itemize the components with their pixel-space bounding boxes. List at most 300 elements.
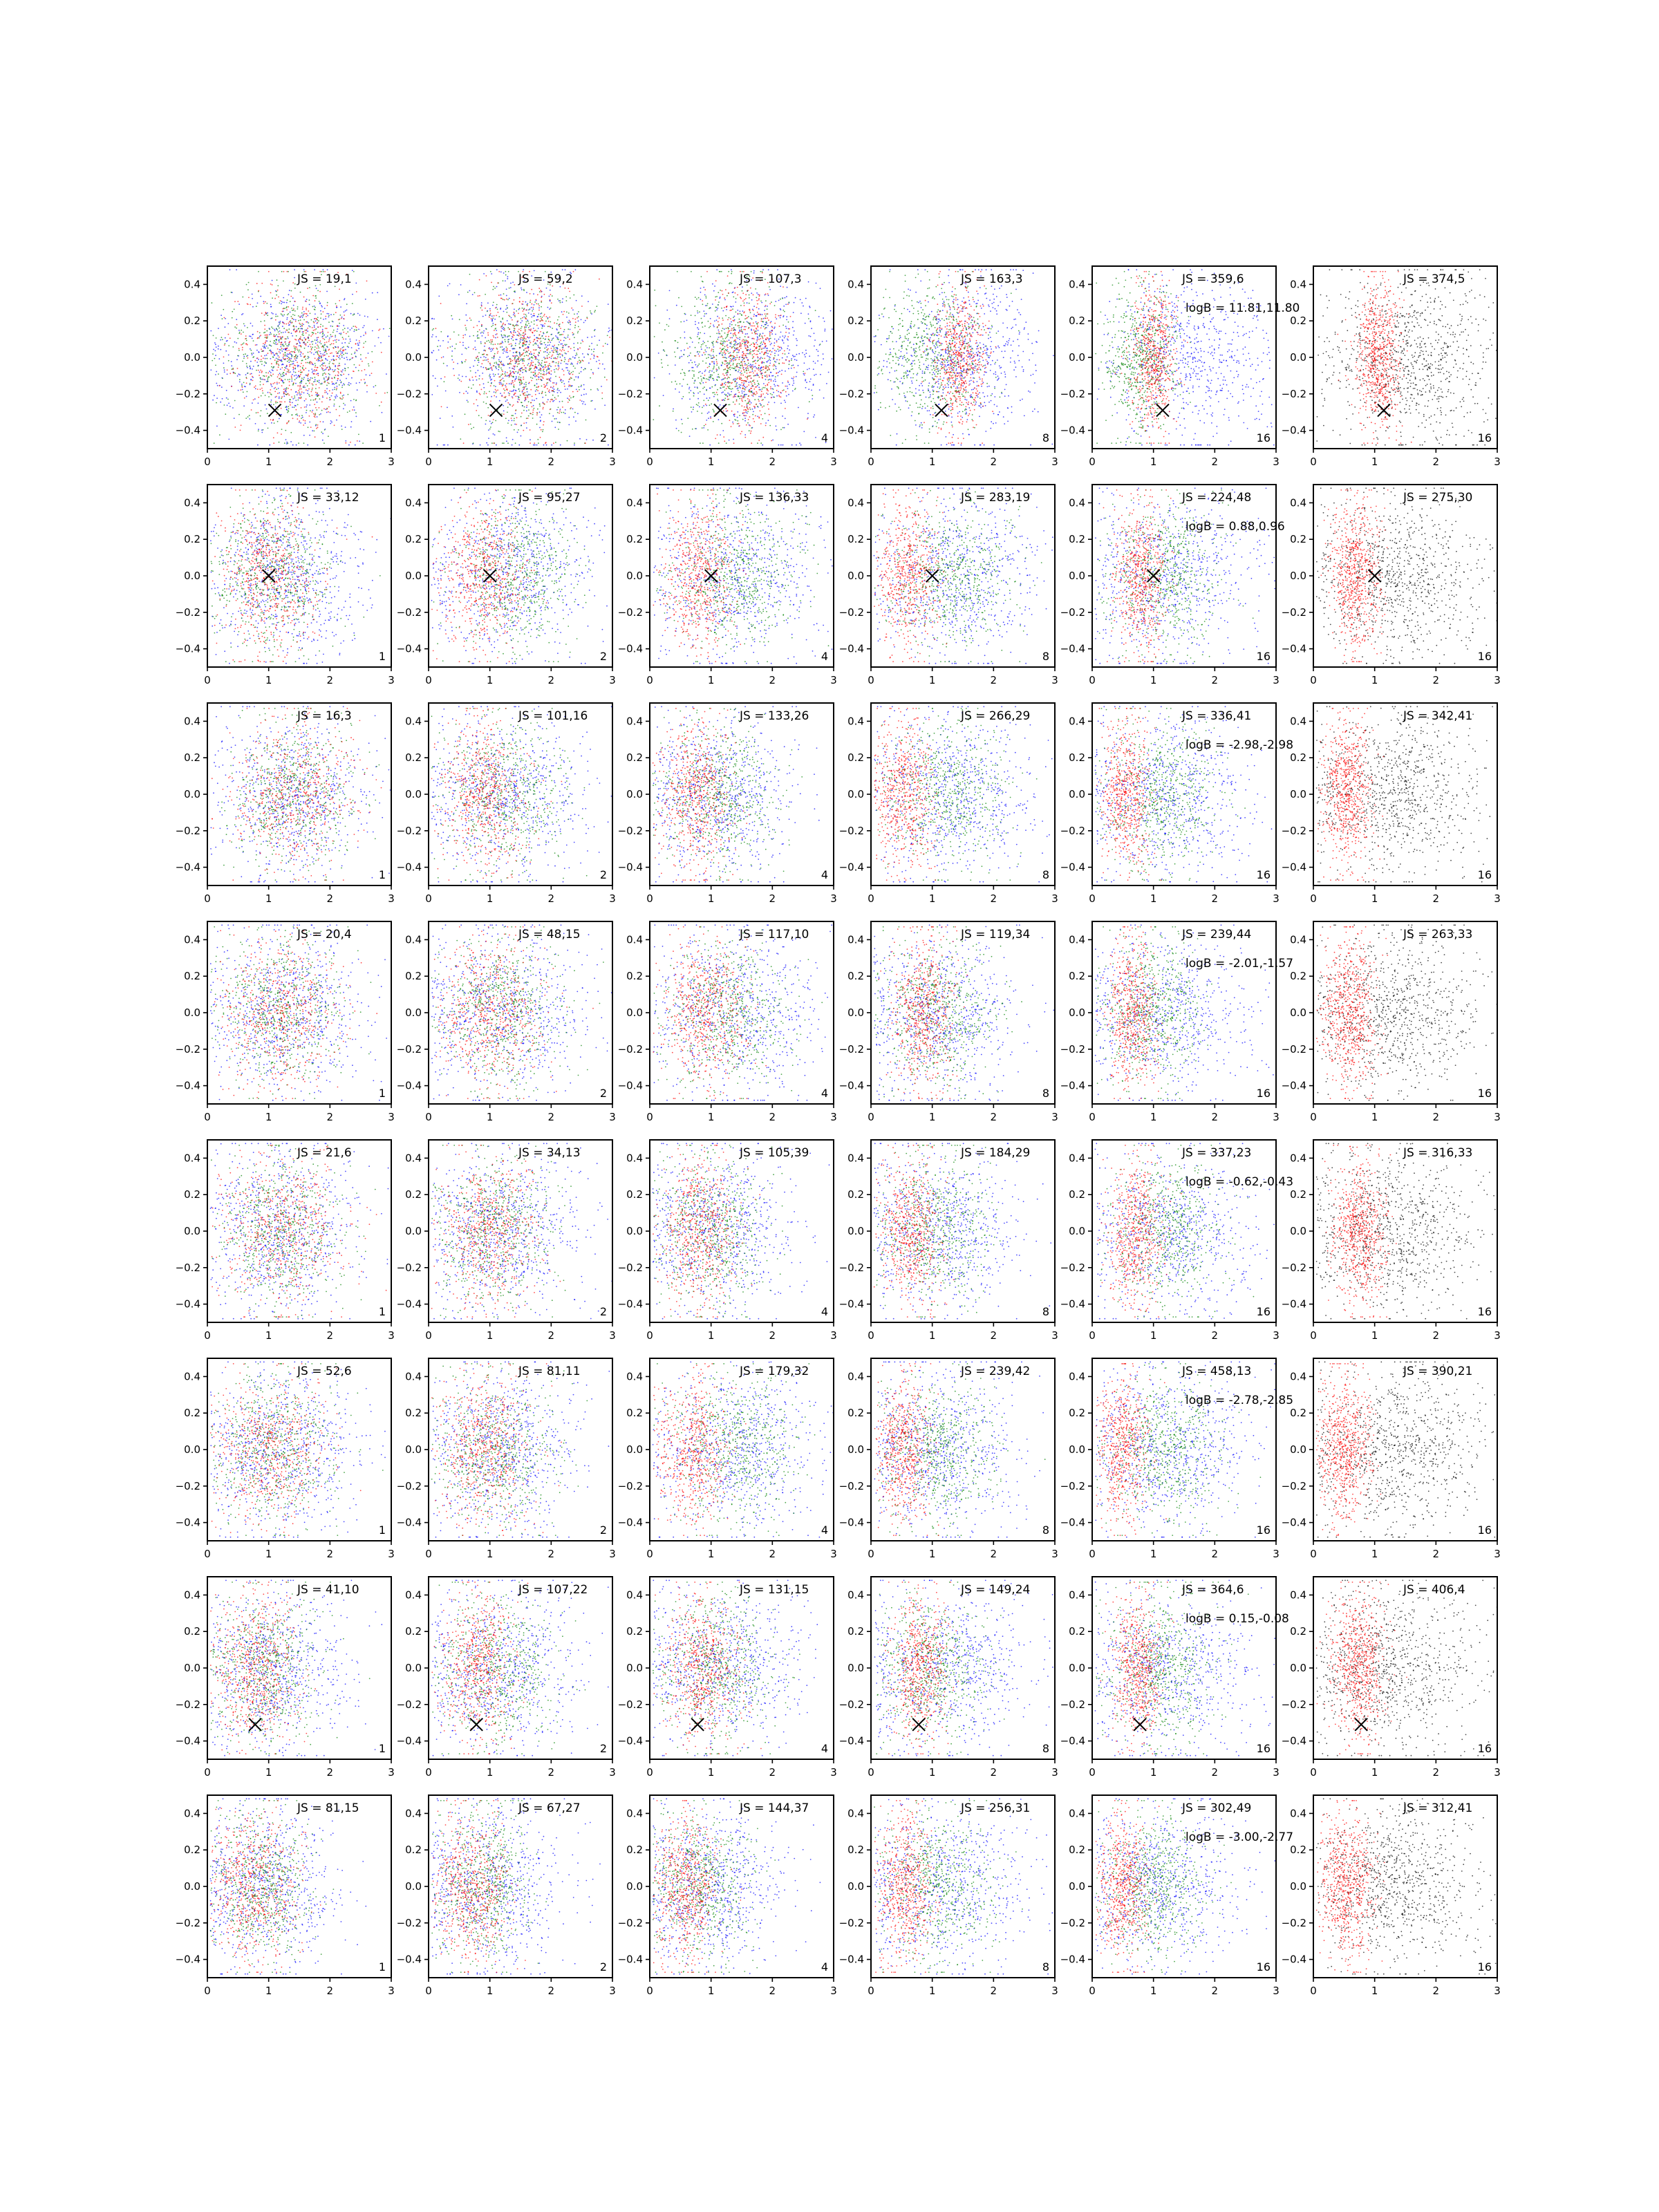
point-red — [514, 380, 516, 382]
point-green — [534, 301, 536, 303]
point-blue — [292, 374, 293, 375]
point-blue — [763, 348, 765, 349]
point-blue — [735, 378, 736, 379]
point-green — [291, 415, 292, 416]
point-blue — [475, 340, 476, 341]
point-green — [547, 355, 548, 357]
point-blue — [220, 402, 221, 403]
point-green — [733, 317, 734, 318]
point-green — [232, 311, 233, 312]
point-red — [568, 288, 569, 289]
point-blue — [447, 407, 448, 409]
point-blue — [214, 342, 216, 344]
point-blue — [577, 413, 579, 414]
point-blue — [451, 350, 453, 352]
point-red — [245, 338, 246, 339]
point-blue — [272, 370, 274, 371]
point-blue — [704, 393, 705, 395]
point-green — [702, 407, 703, 409]
point-green — [280, 349, 281, 350]
point-blue — [285, 332, 286, 333]
point-red — [572, 332, 573, 334]
point-blue — [356, 382, 357, 384]
point-green — [547, 326, 549, 327]
point-red — [272, 383, 274, 384]
point-blue — [754, 407, 756, 409]
point-green — [564, 344, 565, 346]
point-blue — [808, 313, 809, 315]
point-green — [276, 388, 277, 390]
point-blue — [780, 332, 782, 333]
point-blue — [386, 373, 387, 375]
point-blue — [793, 335, 794, 336]
point-green — [739, 363, 740, 364]
point-red — [283, 393, 285, 394]
point-green — [505, 346, 507, 348]
point-red — [238, 348, 240, 349]
point-blue — [560, 392, 561, 393]
point-green — [715, 385, 716, 386]
point-green — [317, 332, 319, 333]
point-blue — [568, 386, 570, 387]
point-red — [281, 379, 282, 380]
point-green — [703, 400, 704, 401]
point-blue — [282, 302, 283, 303]
point-green — [717, 339, 718, 340]
point-green — [591, 349, 592, 350]
point-green — [340, 374, 341, 375]
point-red — [535, 366, 536, 367]
point-green — [323, 347, 324, 348]
point-green — [778, 348, 779, 350]
point-blue — [564, 357, 565, 359]
point-blue — [532, 400, 533, 401]
point-red — [523, 388, 525, 390]
point-green — [312, 347, 313, 348]
point-blue — [768, 294, 769, 296]
point-blue — [550, 326, 551, 328]
point-blue — [785, 335, 786, 337]
point-blue — [491, 348, 493, 350]
point-green — [315, 346, 316, 348]
point-blue — [303, 324, 304, 326]
point-green — [727, 295, 728, 297]
point-blue — [263, 301, 265, 302]
point-blue — [435, 378, 436, 379]
point-red — [524, 365, 525, 366]
point-blue — [488, 429, 489, 431]
point-red — [300, 337, 301, 338]
point-blue — [312, 410, 313, 411]
point-green — [729, 377, 730, 379]
point-green — [513, 376, 514, 377]
point-green — [706, 390, 707, 391]
point-red — [587, 318, 588, 319]
point-green — [738, 390, 739, 391]
point-red — [488, 415, 489, 416]
point-green — [291, 308, 292, 309]
point-blue — [270, 358, 272, 359]
point-blue — [726, 411, 727, 412]
point-blue — [562, 368, 563, 370]
point-red — [560, 379, 561, 380]
point-green — [294, 348, 295, 349]
point-blue — [266, 409, 268, 410]
point-green — [711, 386, 713, 388]
point-red — [260, 335, 261, 336]
point-green — [289, 399, 290, 400]
point-red — [534, 356, 536, 357]
point-red — [372, 362, 373, 363]
point-green — [712, 343, 713, 344]
point-red — [523, 394, 524, 395]
point-blue — [288, 362, 290, 363]
point-red — [572, 391, 574, 393]
point-green — [471, 388, 472, 389]
point-red — [513, 366, 514, 367]
point-blue — [506, 289, 507, 290]
point-blue — [703, 287, 704, 288]
point-red — [301, 326, 303, 327]
point-green — [543, 429, 544, 431]
point-blue — [269, 334, 270, 335]
point-blue — [571, 362, 572, 364]
point-blue — [402, 444, 403, 446]
point-red — [491, 411, 492, 413]
point-green — [601, 398, 603, 400]
point-blue — [489, 377, 491, 379]
point-blue — [840, 318, 841, 319]
point-blue — [526, 406, 527, 408]
point-green — [525, 384, 527, 386]
point-green — [697, 351, 699, 353]
point-green — [729, 342, 731, 344]
point-blue — [319, 360, 320, 362]
point-green — [703, 377, 704, 379]
point-red — [308, 375, 309, 376]
point-red — [491, 368, 493, 370]
point-blue — [846, 404, 847, 405]
point-green — [758, 384, 760, 385]
point-red — [310, 351, 311, 353]
point-blue — [808, 388, 809, 390]
point-blue — [494, 434, 496, 435]
point-blue — [767, 353, 769, 355]
point-green — [693, 409, 694, 410]
point-green — [730, 374, 731, 375]
point-green — [710, 376, 711, 377]
point-blue — [777, 269, 778, 270]
point-red — [332, 336, 333, 337]
point-blue — [357, 344, 359, 346]
point-blue — [270, 372, 272, 373]
point-blue — [582, 403, 583, 404]
point-red — [522, 337, 523, 339]
point-red — [540, 290, 541, 291]
point-red — [547, 402, 548, 403]
point-green — [735, 366, 736, 368]
point-blue — [296, 326, 297, 328]
point-blue — [786, 319, 787, 321]
point-green — [549, 413, 550, 414]
point-red — [284, 341, 285, 343]
point-blue — [531, 317, 532, 318]
point-blue — [494, 319, 496, 320]
point-red — [338, 319, 339, 321]
point-green — [253, 340, 254, 341]
point-red — [259, 375, 260, 376]
point-red — [549, 389, 550, 391]
point-blue — [505, 309, 507, 310]
point-blue — [433, 350, 434, 352]
point-green — [250, 350, 252, 351]
point-blue — [511, 317, 512, 319]
point-red — [538, 379, 539, 380]
point-green — [696, 299, 697, 300]
point-blue — [760, 353, 761, 354]
point-green — [594, 330, 595, 331]
point-red — [285, 374, 287, 375]
point-red — [340, 354, 341, 355]
point-green — [261, 410, 262, 411]
point-red — [270, 419, 272, 420]
point-red — [568, 359, 570, 361]
point-red — [564, 386, 565, 387]
point-blue — [271, 312, 272, 314]
point-blue — [329, 374, 330, 375]
point-blue — [513, 352, 514, 353]
point-green — [316, 409, 317, 411]
point-blue — [782, 357, 783, 359]
point-red — [606, 379, 608, 381]
point-green — [528, 394, 529, 395]
point-blue — [272, 313, 274, 315]
point-red — [538, 310, 540, 311]
point-blue — [266, 381, 268, 382]
point-blue — [730, 332, 731, 334]
point-red — [309, 415, 310, 417]
point-red — [550, 409, 551, 411]
point-blue — [218, 348, 219, 350]
point-red — [577, 317, 578, 319]
point-green — [222, 318, 223, 319]
point-green — [334, 377, 335, 378]
point-red — [314, 404, 315, 405]
point-blue — [257, 303, 259, 304]
point-blue — [317, 337, 318, 339]
point-red — [299, 376, 301, 377]
point-red — [530, 328, 532, 330]
point-red — [363, 347, 364, 348]
point-blue — [547, 307, 549, 308]
point-blue — [528, 312, 529, 314]
point-blue — [283, 348, 284, 350]
point-blue — [236, 319, 237, 320]
point-red — [503, 388, 505, 390]
point-red — [328, 411, 329, 413]
point-red — [509, 350, 511, 352]
point-red — [609, 337, 610, 338]
point-blue — [340, 351, 341, 353]
point-red — [533, 341, 534, 342]
point-green — [550, 321, 551, 323]
point-red — [357, 440, 358, 442]
point-green — [704, 313, 706, 315]
point-blue — [526, 292, 527, 293]
point-blue — [438, 296, 440, 297]
point-red — [504, 299, 505, 301]
point-green — [256, 306, 257, 307]
point-blue — [816, 283, 817, 284]
point-blue — [862, 375, 863, 377]
point-blue — [323, 319, 324, 320]
point-blue — [698, 322, 700, 324]
point-blue — [462, 342, 464, 344]
point-red — [518, 329, 520, 330]
point-red — [298, 390, 299, 391]
point-green — [515, 325, 516, 326]
point-green — [749, 430, 750, 431]
point-red — [324, 392, 326, 393]
point-green — [484, 391, 485, 393]
point-red — [311, 395, 312, 396]
point-red — [306, 316, 307, 317]
point-red — [538, 338, 539, 339]
point-red — [542, 320, 543, 321]
point-blue — [288, 338, 289, 339]
point-red — [265, 335, 266, 336]
point-green — [243, 332, 244, 333]
point-blue — [547, 399, 549, 400]
point-green — [493, 302, 494, 303]
point-blue — [536, 398, 537, 400]
x-tick-label: 0 — [425, 456, 432, 468]
point-blue — [568, 373, 570, 374]
point-red — [514, 299, 515, 301]
point-red — [540, 321, 541, 322]
point-green — [284, 367, 285, 368]
point-blue — [506, 357, 507, 358]
point-blue — [246, 396, 247, 397]
point-green — [726, 350, 727, 351]
point-red — [476, 400, 477, 401]
point-blue — [366, 374, 367, 375]
point-green — [477, 335, 478, 336]
point-blue — [276, 344, 277, 345]
point-red — [463, 393, 465, 394]
point-blue — [753, 270, 755, 272]
point-blue — [537, 316, 538, 317]
point-green — [728, 271, 729, 272]
point-blue — [583, 384, 585, 386]
point-green — [736, 352, 738, 353]
point-blue — [278, 388, 279, 389]
point-red — [282, 336, 283, 337]
point-red — [534, 353, 535, 354]
point-green — [720, 290, 721, 291]
point-red — [293, 330, 294, 331]
point-blue — [315, 371, 316, 372]
point-red — [500, 326, 502, 328]
point-green — [762, 321, 764, 322]
point-blue — [335, 397, 337, 399]
point-blue — [326, 412, 328, 413]
point-red — [516, 424, 517, 425]
point-green — [503, 299, 504, 300]
point-blue — [397, 438, 398, 440]
point-red — [534, 368, 535, 369]
point-blue — [335, 365, 336, 366]
point-green — [521, 377, 522, 378]
point-red — [463, 442, 465, 444]
point-blue — [286, 319, 288, 320]
point-green — [762, 388, 763, 390]
point-blue — [585, 393, 587, 395]
point-red — [536, 414, 538, 415]
point-blue — [568, 381, 570, 382]
point-green — [782, 325, 784, 326]
point-blue — [292, 444, 294, 446]
point-blue — [326, 369, 327, 371]
point-blue — [360, 336, 362, 337]
point-green — [288, 357, 290, 358]
point-green — [285, 344, 286, 345]
point-blue — [814, 339, 816, 341]
y-tick-label: 0.4 — [184, 278, 200, 290]
point-green — [738, 363, 739, 364]
point-blue — [554, 388, 555, 390]
point-red — [352, 357, 353, 359]
point-green — [770, 338, 771, 339]
point-red — [306, 344, 307, 345]
point-blue — [331, 395, 332, 397]
point-green — [505, 271, 507, 272]
point-red — [311, 362, 312, 363]
point-blue — [286, 442, 288, 443]
point-green — [310, 410, 311, 411]
point-red — [498, 376, 500, 377]
point-green — [533, 344, 534, 346]
point-green — [765, 324, 767, 326]
point-blue — [326, 388, 328, 389]
point-green — [321, 357, 322, 359]
point-green — [578, 316, 579, 317]
point-green — [725, 315, 727, 317]
point-green — [281, 344, 283, 346]
point-blue — [581, 371, 582, 373]
point-red — [280, 344, 281, 346]
point-blue — [560, 357, 561, 358]
point-red — [240, 430, 241, 431]
point-green — [487, 368, 489, 370]
point-blue — [585, 320, 586, 321]
point-green — [516, 355, 518, 357]
point-red — [381, 402, 382, 403]
point-blue — [568, 424, 570, 426]
point-red — [570, 373, 571, 375]
point-green — [538, 352, 540, 353]
point-red — [323, 311, 324, 312]
point-blue — [541, 414, 543, 415]
point-blue — [503, 411, 505, 412]
point-blue — [336, 420, 337, 421]
point-green — [757, 380, 758, 382]
point-blue — [705, 305, 706, 306]
point-blue — [330, 314, 332, 315]
point-green — [521, 416, 522, 418]
point-red — [293, 368, 294, 369]
point-red — [261, 388, 263, 389]
